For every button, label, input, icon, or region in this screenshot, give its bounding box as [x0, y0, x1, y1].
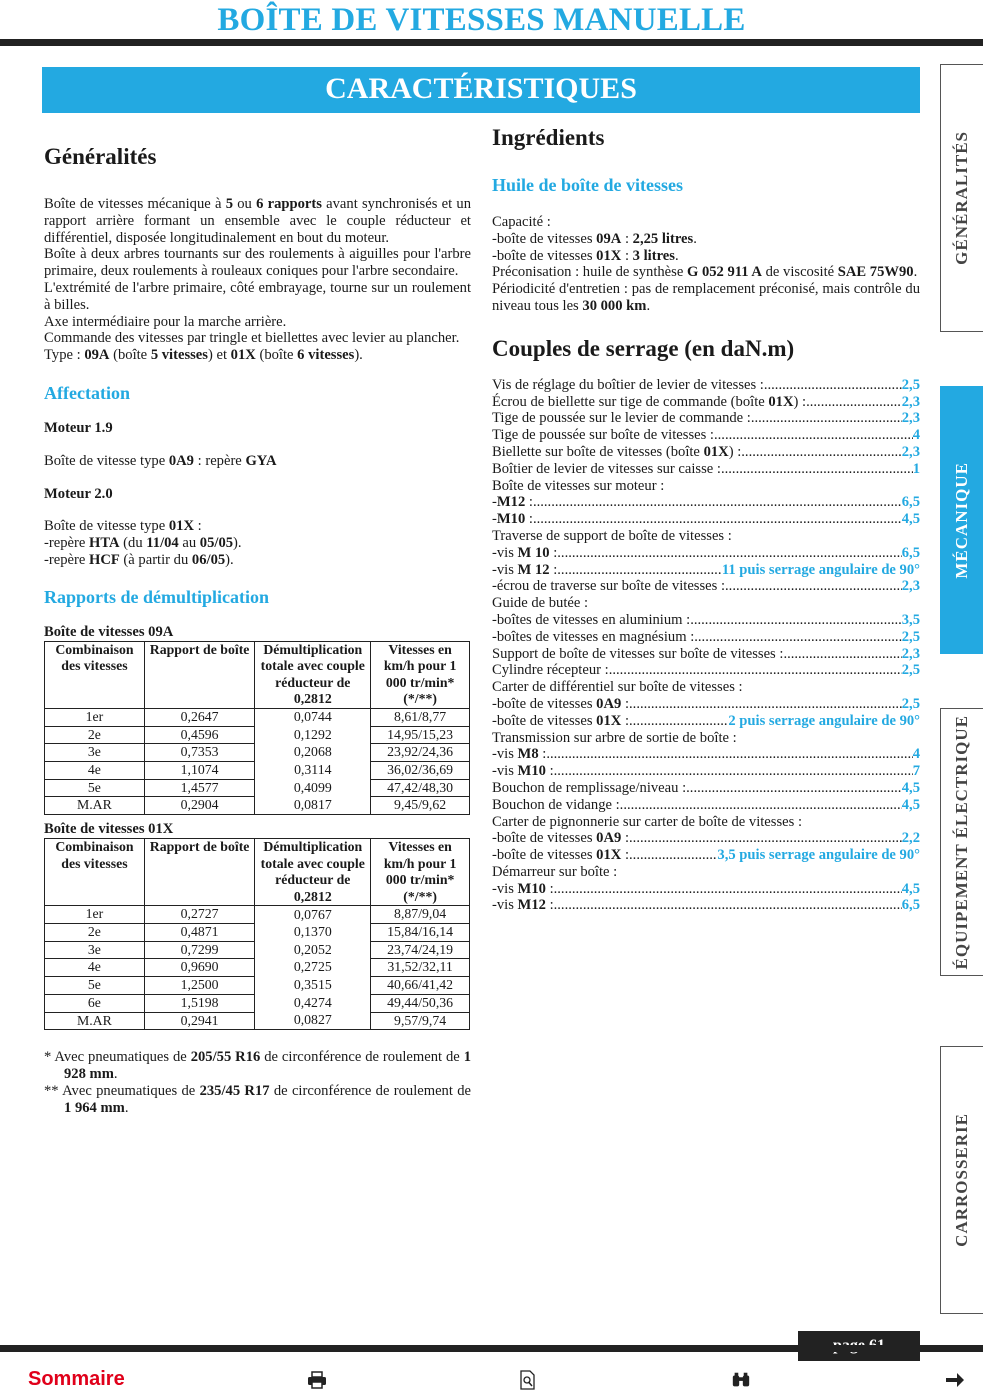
table-01x-title: Boîte de vitesses 01X: [44, 821, 174, 838]
dot-leader: [629, 713, 728, 730]
demult-cell: 0,0744: [255, 708, 371, 726]
torque-row: [492, 511, 920, 528]
torque-row: [492, 394, 920, 411]
document-title: BOÎTE DE VITESSES MANUELLE: [217, 2, 746, 38]
demult-cell: 0,1370: [255, 924, 371, 942]
torque-list: [492, 377, 920, 915]
gear-table-09a: [44, 641, 470, 816]
dot-leader: [714, 427, 913, 444]
demult-cell: 0,2725: [255, 959, 371, 977]
dot-leader: [533, 511, 902, 528]
capacite-01x: -boîte de vitesses 01X : 3 litres.: [492, 247, 679, 264]
dot-leader: [554, 897, 902, 914]
demult-cell: 0,3114: [255, 762, 371, 780]
torque-row: [492, 662, 920, 679]
gear-cell: 4e: [45, 959, 145, 977]
dot-leader: [694, 629, 902, 646]
demult-cell: 0,2068: [255, 744, 371, 762]
demult-cell: 0,0817: [255, 797, 371, 815]
top-rule: [0, 39, 983, 46]
col-header-rapport: Rapport de boîte: [144, 641, 255, 708]
torque-value: 2,3: [901, 578, 920, 595]
dot-leader: [741, 444, 901, 461]
dot-leader: [751, 410, 902, 427]
torque-row: [492, 612, 920, 629]
torque-value: 3,5 puis serrage angulaire de 90°: [717, 847, 920, 864]
torque-row: [492, 461, 920, 478]
torque-label: Bouchon de remplissage/niveau :: [492, 779, 687, 796]
bottom-rule: [0, 1345, 983, 1352]
torque-value: 7: [912, 763, 920, 780]
dot-leader: [554, 881, 902, 898]
couples-heading: Couples de serrage (en daN.m): [492, 335, 795, 361]
periodicite-line: Périodicité d'entretien : pas de remplacement préconisé, mais contrôle du niveau tous les 30 000 km.: [492, 281, 920, 314]
generalites-heading: Généralités: [44, 144, 157, 169]
speed-cell: 49,44/50,36: [371, 994, 470, 1012]
table-row: [45, 726, 470, 744]
gear-cell: 2e: [45, 726, 145, 744]
tab-generalites[interactable]: GÉNÉRALITÉS: [940, 64, 983, 332]
torque-value: 11 puis serrage angulaire de 90°: [721, 561, 920, 578]
col-header-demultiplication: Démultiplication totale avec couple réducteur de 0,2812: [255, 641, 371, 708]
torque-row: [492, 847, 920, 864]
torque-label: Biellette sur boîte de vitesses (boîte 01X) :: [492, 443, 742, 460]
torque-value: 4,5: [901, 779, 920, 796]
ratio-cell: 0,7299: [144, 941, 255, 959]
binoculars-icon[interactable]: [731, 1370, 751, 1390]
ratio-cell: 1,2500: [144, 977, 255, 995]
torque-value: 4,5: [901, 511, 920, 528]
torque-value: 6,5: [901, 494, 920, 511]
ratio-cell: 1,1074: [144, 762, 255, 780]
gear-cell: 1er: [45, 708, 145, 726]
torque-value: 2,3: [901, 410, 920, 427]
gear-table-01x: [44, 838, 470, 1030]
torque-label: -vis M 10 :: [492, 544, 558, 561]
torque-row: [492, 562, 920, 579]
dot-leader: [629, 847, 717, 864]
gear-cell: M.AR: [45, 797, 145, 815]
table-row: [45, 941, 470, 959]
dot-leader: [725, 578, 902, 595]
gear-cell: M.AR: [45, 1012, 145, 1030]
torque-row: [492, 713, 920, 730]
torque-row: [492, 377, 920, 394]
footnote-1: * Avec pneumatiques de 205/55 R16 de circonférence de roulement de 1 928 mm.: [44, 1049, 471, 1083]
capacite-09a: -boîte de vitesses 09A : 2,25 litres.: [492, 230, 697, 247]
tab-mecanique[interactable]: MÉCANIQUE: [940, 386, 983, 654]
demult-cell: 0,4099: [255, 779, 371, 797]
demult-cell: 0,0827: [255, 1012, 371, 1030]
torque-label: -vis M10 :: [492, 880, 554, 897]
dot-leader: [690, 612, 902, 629]
gear-cell: 2e: [45, 924, 145, 942]
ratio-cell: 1,5198: [144, 994, 255, 1012]
moteur-2-0-title: Moteur 2.0: [44, 485, 113, 502]
tab-equipement-electrique[interactable]: ÉQUIPEMENT ÉLECTRIQUE: [940, 708, 983, 976]
speed-cell: 31,52/32,11: [371, 959, 470, 977]
torque-label: Tige de poussée sur boîte de vitesses :: [492, 427, 714, 444]
torque-value: 4,5: [901, 880, 920, 897]
torque-row: [492, 427, 920, 444]
torque-row: [492, 629, 920, 646]
speed-cell: 8,61/8,77: [371, 708, 470, 726]
torque-group-heading: Transmission sur arbre de sortie de boîte :: [492, 729, 737, 746]
moteur-2-0-repere-2: -repère HCF (à partir du 06/05).: [44, 551, 234, 568]
torque-value: 4: [912, 427, 920, 444]
torque-value: 2,5: [901, 628, 920, 645]
dot-leader: [629, 830, 902, 847]
torque-label: Boîtier de levier de vitesses sur caisse :: [492, 460, 721, 477]
torque-label: -vis M8 :: [492, 746, 547, 763]
ratio-cell: 0,2727: [144, 906, 255, 924]
torque-value: 6,5: [901, 897, 920, 914]
torque-group-heading: Traverse de support de boîte de vitesses :: [492, 527, 732, 544]
dot-leader: [557, 545, 901, 562]
demult-cell: 0,2052: [255, 941, 371, 959]
dot-leader: [557, 562, 722, 579]
torque-value: 2,3: [901, 645, 920, 662]
demult-cell: 0,3515: [255, 977, 371, 995]
torque-group-heading: Guide de butée :: [492, 595, 589, 612]
moteur-2-0-repere-1: -repère HTA (du 11/04 au 05/05).: [44, 535, 242, 552]
gear-cell: 1er: [45, 906, 145, 924]
dot-leader: [764, 377, 902, 394]
col-header-combinaison: Combinaison des vitesses: [45, 641, 145, 708]
document-search-icon[interactable]: [518, 1370, 538, 1390]
rapports-heading: Rapports de démultiplication: [44, 586, 270, 607]
sommaire-link[interactable]: Sommaire: [28, 1368, 125, 1390]
generalites-p3: L'extrémité de l'arbre primaire, côté embrayage, tourne sur un roulement à billes.: [44, 279, 471, 313]
torque-row: [492, 410, 920, 427]
torque-label: Vis de réglage du boîtier de levier de vitesses :: [492, 376, 764, 393]
generalites-p4: Axe intermédiaire pour la marche arrière.: [44, 313, 287, 330]
speed-cell: 40,66/41,42: [371, 977, 470, 995]
ratio-cell: 0,4596: [144, 726, 255, 744]
speed-cell: 23,74/24,19: [371, 941, 470, 959]
demult-cell: 0,1292: [255, 726, 371, 744]
table-row: [45, 994, 470, 1012]
moteur-1-9-title: Moteur 1.9: [44, 419, 113, 436]
generalites-p6: Type : 09A (boîte 5 vitesses) et 01X (boîte 6 vitesses).: [44, 347, 363, 364]
torque-row: [492, 646, 920, 663]
table-row: [45, 797, 470, 815]
torque-value: 2,3: [901, 443, 920, 460]
table-row: [45, 708, 470, 726]
ingredients-heading: Ingrédients: [492, 125, 605, 150]
dot-leader: [554, 763, 913, 780]
torque-row: [492, 780, 920, 797]
torque-row: [492, 545, 920, 562]
torque-row: [492, 578, 920, 595]
col-header-combinaison: Combinaison des vitesses: [45, 838, 145, 905]
torque-label: -vis M 12 :: [492, 561, 558, 578]
demult-cell: 0,0767: [255, 906, 371, 924]
torque-label: -boîte de vitesses 0A9 :: [492, 830, 630, 847]
torque-label: Tige de poussée sur le levier de commande :: [492, 410, 751, 427]
dot-leader: [546, 746, 912, 763]
torque-label: -M10 :: [492, 511, 533, 528]
speed-cell: 14,95/15,23: [371, 726, 470, 744]
speed-cell: 36,02/36,69: [371, 762, 470, 780]
dot-leader: [620, 797, 902, 814]
table-row: [45, 779, 470, 797]
table-row: [45, 1012, 470, 1030]
torque-row: [492, 444, 920, 461]
capacite-line: Capacité :: [492, 214, 551, 230]
dot-leader: [609, 662, 902, 679]
torque-label: -boîtes de vitesses en aluminium :: [492, 611, 691, 628]
generalites-p1: Boîte de vitesses mécanique à 5 ou 6 rapports avant synchronisés et un rapport arrière formant un ensemble avec le couple réducteur et différentiel, disposée longitudinalement en bout du moteur.: [44, 196, 472, 246]
torque-label: Support de boîte de vitesses sur boîte de vitesses :: [492, 645, 784, 662]
gear-cell: 3e: [45, 744, 145, 762]
gear-cell: 6e: [45, 994, 145, 1012]
torque-row: [492, 763, 920, 780]
torque-group-heading: Démarreur sur boîte :: [492, 863, 618, 880]
table-09a-title: Boîte de vitesses 09A: [44, 623, 174, 640]
ratio-cell: 0,2647: [144, 708, 255, 726]
torque-row: [492, 897, 920, 914]
dot-leader: [783, 646, 901, 663]
torque-label: -vis M10 :: [492, 763, 554, 780]
right-column: [492, 124, 920, 914]
speed-cell: 9,57/9,74: [394, 1012, 447, 1028]
ratio-cell: 0,4871: [144, 924, 255, 942]
generalites-p5: Commande des vitesses par tringle et biellettes avec levier au plancher.: [44, 330, 460, 347]
moteur-2-0-line: Boîte de vitesse type 01X :: [44, 518, 202, 535]
torque-value: 3,5: [901, 611, 920, 628]
torque-group-heading: Carter de différentiel sur boîte de vitesses :: [492, 679, 743, 696]
torque-value: 2,5: [901, 695, 920, 712]
dot-leader: [629, 696, 902, 713]
torque-value: 6,5: [901, 544, 920, 561]
gear-cell: 5e: [45, 977, 145, 995]
torque-label: -boîte de vitesses 01X :: [492, 847, 630, 864]
torque-label: -boîte de vitesses 0A9 :: [492, 695, 630, 712]
speed-cell: 15,84/16,14: [371, 924, 470, 942]
moteur-1-9-line: Boîte de vitesse type 0A9 : repère GYA: [44, 452, 277, 469]
torque-value: 2,5: [901, 662, 920, 679]
speed-cell: 9,45/9,62: [394, 797, 447, 813]
torque-group-heading: Carter de pignonnerie sur carter de boîte de vitesses :: [492, 813, 803, 830]
torque-label: -écrou de traverse sur boîte de vitesses :: [492, 578, 726, 595]
arrow-right-icon[interactable]: [945, 1370, 965, 1390]
torque-label: Cylindre récepteur :: [492, 662, 609, 679]
gear-cell: 3e: [45, 941, 145, 959]
col-header-rapport: Rapport de boîte: [144, 838, 255, 905]
section-banner: CARACTÉRISTIQUES: [42, 67, 920, 113]
col-header-vitesses: Vitesses en km/h pour 1 000 tr/min* (*/**): [383, 641, 457, 707]
torque-value: 2 puis serrage angulaire de 90°: [728, 712, 920, 729]
torque-value: 2,2: [901, 830, 920, 847]
left-column: [44, 143, 471, 1116]
table-row: [45, 906, 470, 924]
gear-cell: 4e: [45, 762, 145, 780]
torque-row: [492, 797, 920, 814]
col-header-demultiplication: Démultiplication totale avec couple réducteur de 0,2812: [255, 838, 371, 905]
table-row: [45, 744, 470, 762]
torque-value: 4: [912, 746, 920, 763]
dot-leader: [686, 780, 902, 797]
col-header-vitesses: Vitesses en km/h pour 1 000 tr/min* (*/**): [383, 838, 457, 904]
table-row: [45, 977, 470, 995]
demult-cell: 0,4274: [255, 994, 371, 1012]
generalites-p2: Boîte à deux arbres tournants sur des roulements à aiguilles pour l'arbre primaire, deux roulements à rouleaux coniques pour l'arbre secondaire.: [44, 246, 471, 280]
torque-label: -boîte de vitesses 01X :: [492, 712, 630, 729]
ratio-cell: 0,7353: [144, 744, 255, 762]
ratio-cell: 0,2904: [144, 797, 255, 815]
torque-value: 1: [912, 460, 920, 477]
torque-label: -M12 :: [492, 494, 533, 511]
table-row: [45, 924, 470, 942]
torque-row: [492, 881, 920, 898]
torque-value: 4,5: [901, 796, 920, 813]
footnote-2: ** Avec pneumatiques de 235/45 R17 de circonférence de roulement de 1 964 mm.: [44, 1082, 471, 1116]
torque-row: [492, 494, 920, 511]
table-row: [45, 959, 470, 977]
torque-row: [492, 696, 920, 713]
torque-value: 2,3: [901, 393, 920, 410]
gear-cell: 5e: [45, 779, 145, 797]
affectation-heading: Affectation: [44, 382, 130, 403]
ratio-cell: 1,4577: [144, 779, 255, 797]
speed-cell: 47,42/48,30: [371, 779, 470, 797]
torque-row: [492, 830, 920, 847]
tab-carrosserie[interactable]: CARROSSERIE: [940, 1046, 983, 1314]
printer-icon[interactable]: [307, 1370, 327, 1390]
torque-row: [492, 746, 920, 763]
speed-cell: 23,92/24,36: [371, 744, 470, 762]
torque-label: -boîtes de vitesses en magnésium :: [492, 628, 695, 645]
torque-label: -vis M12 :: [492, 897, 554, 914]
table-row: [45, 762, 470, 780]
speed-cell: 8,87/9,04: [371, 906, 470, 924]
torque-group-heading: Boîte de vitesses sur moteur :: [492, 477, 665, 494]
preconisation-line: Préconisation : huile de synthèse G 052 911 A de viscosité SAE 75W90.: [492, 264, 918, 281]
dot-leader: [533, 494, 902, 511]
ratio-cell: 0,9690: [144, 959, 255, 977]
dot-leader: [721, 461, 913, 478]
torque-label: Bouchon de vidange :: [492, 796, 620, 813]
dot-leader: [806, 394, 902, 411]
ratio-cell: 0,2941: [144, 1012, 255, 1030]
torque-value: 2,5: [901, 376, 920, 393]
huile-heading: Huile de boîte de vitesses: [492, 175, 683, 195]
torque-label: Écrou de biellette sur tige de commande (boîte 01X) :: [492, 393, 807, 410]
